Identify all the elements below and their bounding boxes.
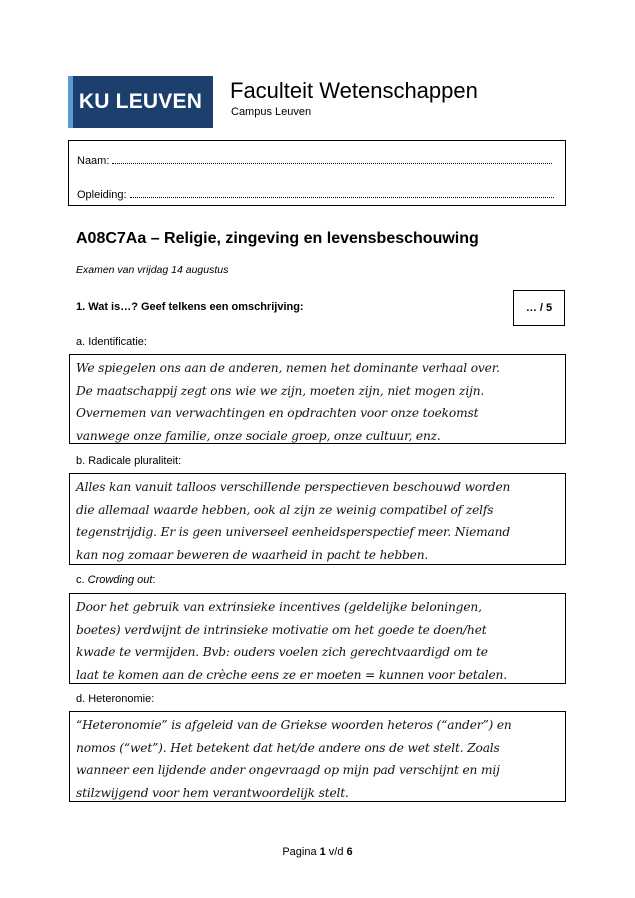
answer-line: tegenstrijdig. Er is geen universeel eenheidsperspectief meer. Niemand [76,525,511,539]
answer-line: laat te komen aan de crèche eens ze er moeten = kunnen voor betalen. [76,667,507,682]
answer-line: wanneer een lijdende ander ongevraagd op mijn pad verschijnt en mij [76,763,500,777]
program-label: Opleiding: [77,189,127,201]
answer-line: boetes) verdwijnt de intrinsieke motivatie om het goede te doen/het [76,622,487,637]
answer-line: die allemaal waarde hebben, ook al zijn ze weinig compatibel of zelfs [76,502,494,517]
course-title: A08C7Aa – Religie, zingeving en levensbeschouwing [76,230,479,247]
name-dotted-line [112,154,552,164]
answer-box-heteronomie [69,711,566,802]
answer-line: nomos (“wet”). Het betekent dat het/de andere ons de wet stelt. Zoals [76,740,500,755]
logo-accent-stripe [68,76,73,128]
answer-line: De maatschappij zegt ons wie we zijn, moeten zijn, niet mogen zijn. [76,383,485,398]
program-dotted-line [130,188,554,198]
question-title: 1. Wat is…? Geef telkens een omschrijving: [76,301,304,313]
faculty-title: Faculteit Wetenschappen [230,78,478,103]
exam-date: Examen van vrijdag 14 augustus [76,264,229,276]
program-field-row[interactable] [77,188,557,201]
crowding-out-label: c. Crowding out: [76,574,156,586]
answer-line: “Heteronomie” is afgeleid van de Griekse woorden heteros (“ander”) en [76,718,512,732]
answer-line: kwade te vermijden. Bvb: ouders voelen zich gerechtvaardigd om te [76,645,488,659]
score-text: … / 5 [525,302,553,314]
name-label: Naam: [77,155,110,167]
campus-subtitle: Campus Leuven [231,106,312,118]
section-label-heteronomie: d. Heteronomie: [76,693,155,705]
answer-line: Overnemen van verwachtingen en opdrachten voor onze toekomst [76,406,479,420]
answer-box-radicale-pluraliteit [69,473,566,565]
page-separator: v/d [325,846,347,858]
section-label-radicale-pluraliteit: b. Radicale pluraliteit: [76,455,182,467]
section-label-crowding-out [76,574,156,586]
answer-box-identificatie [69,354,566,444]
answer-box-crowding-out [69,593,566,684]
logo-text: KU LEUVEN [78,90,203,113]
answer-line: vanwege onze familie, onze sociale groep, onze cultuur, enz. [76,428,441,443]
answer-line: kan nog zomaar beweren de waarheid in pacht te hebben. [76,547,429,562]
ku-leuven-logo [68,76,213,128]
page-prefix: Pagina [282,846,320,858]
name-field-row[interactable] [77,154,557,167]
page-total: 6 [346,846,353,858]
score-box [513,290,565,326]
section-label-identificatie: a. Identificatie: [76,336,147,348]
answer-line: Alles kan vanuit talloos verschillende perspectieven beschouwd worden [76,480,511,494]
answer-line: Door het gebruik van extrinsieke incentives (geldelijke beloningen, [76,600,482,614]
answer-line: stilzwijgend voor hem verantwoordelijk stelt. [76,785,349,800]
page-current: 1 [319,846,326,858]
page-number [0,846,635,858]
answer-line: We spiegelen ons aan de anderen, nemen het dominante verhaal over. [76,361,500,375]
